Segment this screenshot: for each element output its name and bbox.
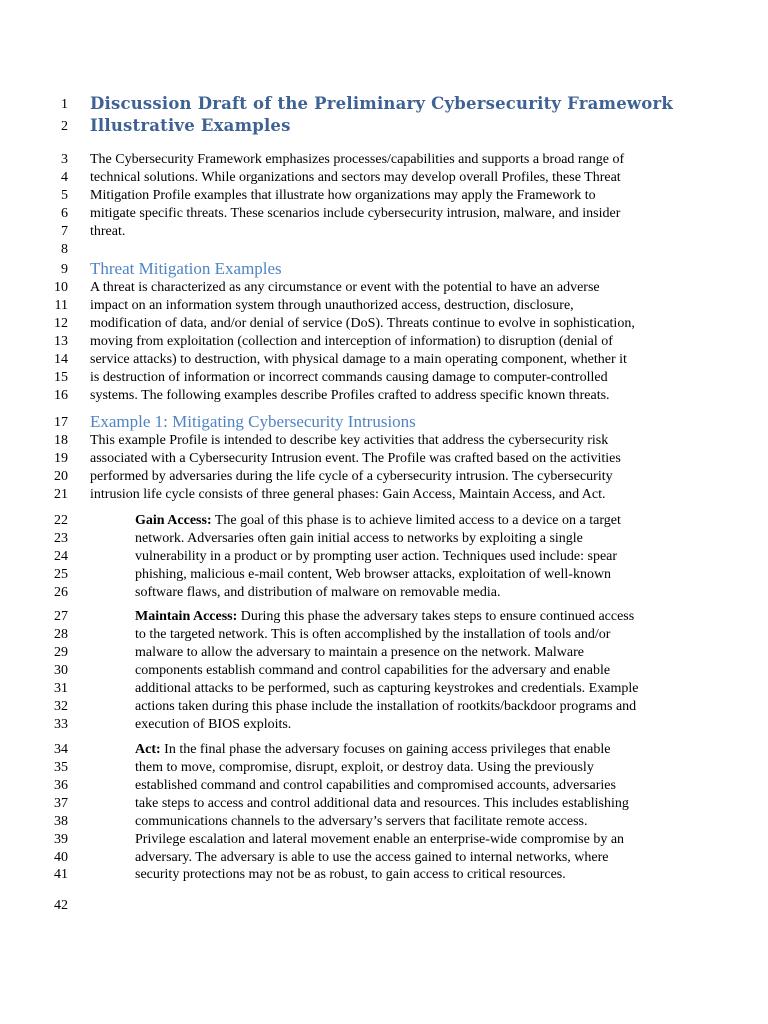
- paragraph-line: security protections may not be as robust, to gain access to critical resources.: [135, 867, 566, 882]
- paragraph-line: vulnerability in a product or by prompting user action. Techniques used include: spear: [135, 549, 618, 564]
- line-number: 18: [54, 433, 68, 448]
- paragraph-line: performed by adversaries during the life cycle of a cybersecurity intrusion. The cybersecurity: [90, 469, 613, 484]
- paragraph-text: In the final phase the adversary focuses on gaining access privileges that enable: [160, 742, 611, 757]
- paragraph-line: software flaws, and distribution of malware on removable media.: [135, 585, 501, 600]
- line-number: 37: [54, 796, 68, 811]
- paragraph-line: systems. The following examples describe Profiles crafted to address specific known threats.: [90, 388, 610, 403]
- line-number: 6: [61, 206, 68, 221]
- paragraph-line: malware to allow the adversary to maintain a presence on the network. Malware: [135, 645, 584, 660]
- paragraph-line: to the targeted network. This is often accomplished by the installation of tools and/or: [135, 627, 611, 642]
- line-number: 28: [54, 627, 68, 642]
- line-number: 40: [54, 850, 68, 865]
- paragraph-line: additional attacks to be performed, such as capturing keystrokes and credentials. Example: [135, 681, 639, 696]
- paragraph-text: The goal of this phase is to achieve limited access to a device on a target: [211, 513, 621, 528]
- section-heading-example-1: Example 1: Mitigating Cybersecurity Intrusions: [90, 412, 416, 431]
- line-number: 13: [54, 334, 68, 349]
- paragraph-line: them to move, compromise, disrupt, exploit, or destroy data. Using the previously: [135, 760, 594, 775]
- line-number: 22: [54, 513, 68, 528]
- paragraph-line: service attacks) to destruction, with physical damage to a main operating component, whether it: [90, 352, 627, 367]
- paragraph-line: execution of BIOS exploits.: [135, 717, 292, 732]
- paragraph-line: established command and control capabilities and compromised accounts, adversaries: [135, 778, 616, 793]
- line-number: 26: [54, 585, 68, 600]
- line-number: 32: [54, 699, 68, 714]
- line-number: 20: [54, 469, 68, 484]
- paragraph-line: [135, 742, 610, 758]
- paragraph-line: network. Adversaries often gain initial access to networks by exploiting a single: [135, 531, 583, 546]
- line-number: 27: [54, 609, 68, 624]
- line-number: 15: [54, 370, 68, 385]
- paragraph-line: intrusion life cycle consists of three general phases: Gain Access, Maintain Access, and Act.: [90, 487, 606, 502]
- paragraph-line: adversary. The adversary is able to use the access gained to internal networks, where: [135, 850, 609, 865]
- paragraph-line: components establish command and control capabilities for the adversary and enable: [135, 663, 611, 678]
- line-number: 9: [61, 262, 68, 277]
- paragraph-line: phishing, malicious e-mail content, Web browser attacks, exploitation of well-known: [135, 567, 612, 582]
- line-number: 10: [54, 280, 68, 295]
- page-title-line2: Illustrative Examples: [90, 116, 291, 135]
- line-number: 12: [54, 316, 68, 331]
- paragraph-line: associated with a Cybersecurity Intrusion event. The Profile was crafted based on the activities: [90, 451, 621, 466]
- paragraph-line: The Cybersecurity Framework emphasizes processes/capabilities and supports a broad range of: [90, 152, 625, 167]
- line-number: 36: [54, 778, 68, 793]
- paragraph-line: impact on an information system through unauthorized access, destruction, disclosure,: [90, 298, 574, 313]
- paragraph-line: threat.: [90, 224, 126, 239]
- line-number: 23: [54, 531, 68, 546]
- line-number: 35: [54, 760, 68, 775]
- line-number: 21: [54, 487, 68, 502]
- paragraph-line: Privilege escalation and lateral movement enable an enterprise-wide compromise by an: [135, 832, 625, 847]
- paragraph-line: moving from exploitation (collection and interception of information) to disruption (denial of: [90, 334, 613, 349]
- paragraph-line: take steps to access and control additional data and resources. This includes establishing: [135, 796, 629, 811]
- line-number: 29: [54, 645, 68, 660]
- line-number: 5: [61, 188, 68, 203]
- line-number: 42: [54, 898, 68, 913]
- term-gain-access: Gain Access:: [135, 513, 212, 528]
- line-number: 17: [54, 415, 68, 430]
- paragraph-line: [135, 609, 634, 625]
- line-number: 11: [54, 298, 68, 313]
- line-number: 31: [54, 681, 68, 696]
- term-act: Act:: [135, 742, 161, 757]
- line-number: 2: [61, 119, 68, 134]
- line-number: 30: [54, 663, 68, 678]
- line-number: 1: [61, 97, 68, 112]
- line-number: 33: [54, 717, 68, 732]
- paragraph-text: During this phase the adversary takes steps to ensure continued access: [237, 609, 635, 624]
- line-number: 19: [54, 451, 68, 466]
- line-number: 7: [61, 224, 68, 239]
- line-number: 25: [54, 567, 68, 582]
- page-title: Discussion Draft of the Preliminary Cybersecurity Framework: [90, 94, 674, 113]
- line-number: 3: [61, 152, 68, 167]
- paragraph-line: actions taken during this phase include the installation of rootkits/backdoor programs and: [135, 699, 637, 714]
- paragraph-line: is destruction of information or incorrect commands causing damage to computer-controlled: [90, 370, 608, 385]
- line-number: 24: [54, 549, 68, 564]
- line-number: 41: [54, 867, 68, 882]
- paragraph-line: Mitigation Profile examples that illustrate how organizations may apply the Framework to: [90, 188, 596, 203]
- section-heading-threat-mitigation: Threat Mitigation Examples: [90, 259, 282, 278]
- paragraph-line: technical solutions. While organizations and sectors may develop overall Profiles, these Threat: [90, 170, 621, 185]
- line-number: 4: [61, 170, 68, 185]
- paragraph-line: mitigate specific threats. These scenarios include cybersecurity intrusion, malware, and insider: [90, 206, 621, 221]
- line-number: 39: [54, 832, 68, 847]
- paragraph-line: This example Profile is intended to describe key activities that address the cybersecurity risk: [90, 433, 609, 448]
- line-number: 38: [54, 814, 68, 829]
- line-number: 16: [54, 388, 68, 403]
- paragraph-line: A threat is characterized as any circumstance or event with the potential to have an adverse: [90, 280, 600, 295]
- paragraph-line: modification of data, and/or denial of service (DoS). Threats continue to evolve in sophistication,: [90, 316, 635, 331]
- line-number: 8: [61, 242, 68, 257]
- paragraph-line: communications channels to the adversary’s servers that facilitate remote access.: [135, 814, 588, 829]
- line-number: 34: [54, 742, 68, 757]
- line-number: 14: [54, 352, 68, 367]
- term-maintain-access: Maintain Access:: [135, 609, 238, 624]
- paragraph-line: [135, 513, 621, 529]
